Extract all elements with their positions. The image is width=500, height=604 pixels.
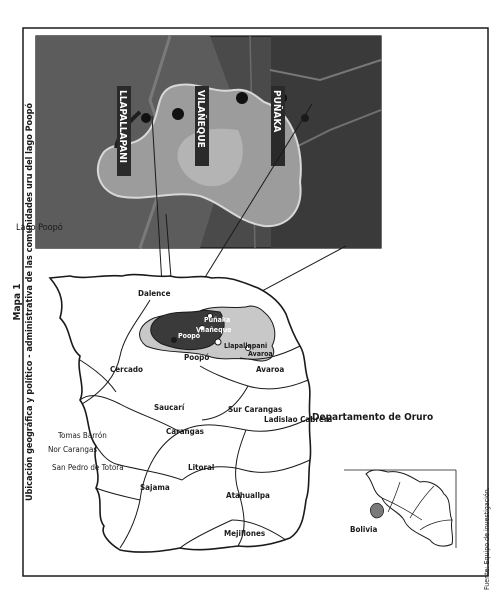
community-label-vilaneque: VILAÑEQUE [195, 90, 206, 148]
locality-label-vilaneque: Vilañeque [196, 326, 232, 334]
province-label-cercado: Cercado [110, 365, 143, 374]
country-label: Bolivia [350, 525, 378, 534]
province-label-sur-carangas: Sur Carangas [228, 405, 283, 414]
province-label-tomas-barron: Tomas Barrón [58, 431, 107, 440]
province-label-avaroa: Avaroa [256, 365, 285, 374]
locality-label-poopo: Poopó [178, 332, 201, 340]
locality-marker-poopo [171, 337, 177, 343]
map-source: Fuente: Equipo de investigación. [483, 487, 491, 590]
satellite-image [36, 36, 381, 248]
province-label-san-pedro-de-totora: San Pedro de Totora [52, 463, 124, 472]
province-label-dalence: Dalence [138, 289, 171, 298]
province-label-atahuallpa: Atahuallpa [226, 491, 270, 500]
lake-poopo-label: Lago Poopó [16, 223, 63, 233]
province-label-litoral: Litoral [188, 463, 215, 472]
locality-label-llapallapani: Llapallapani [224, 342, 268, 350]
community-label-llapallapani: LLAPALLAPANI [117, 90, 128, 164]
province-label-nor-carangas: Nor Carangas [48, 445, 98, 454]
department-label: Departamento de Oruro [312, 412, 434, 423]
province-label-carangas: Carangas [166, 427, 204, 436]
locality-marker-llapallapani [215, 339, 221, 345]
map-number: Mapa 1 [12, 283, 23, 321]
province-label-sajama: Sajama [140, 483, 170, 492]
locality-label-avaroa: Avaroa [248, 350, 273, 358]
community-label-punaka: PUÑAKA [271, 90, 282, 133]
province-label-ladislao-cabrera: Ladislao Cabrera [264, 415, 333, 424]
locality-label-punaka: Puñaka [204, 316, 231, 324]
province-label-mejillones: Mejillones [224, 529, 266, 538]
oruro-highlight [370, 503, 383, 518]
province-label-saucari: Saucarí [154, 403, 185, 412]
province-label-poopo: Poopó [184, 353, 210, 362]
map-title: Ubicación geográfica y político - administrativa de las comunidades uru del lago Poopó [25, 103, 35, 501]
